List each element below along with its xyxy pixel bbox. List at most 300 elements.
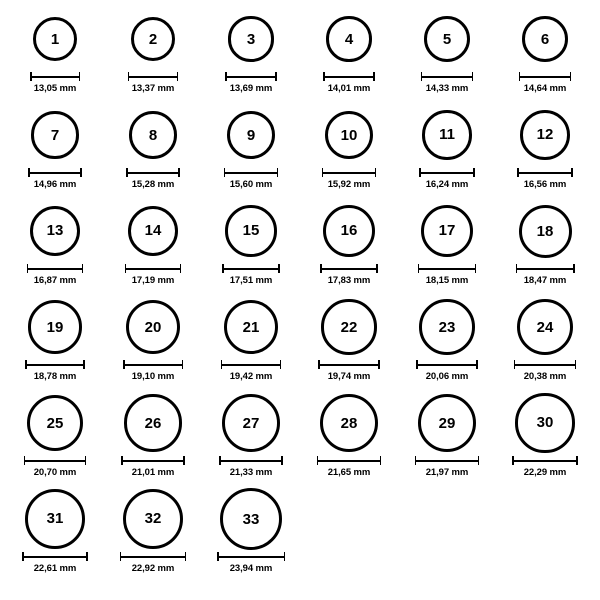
ring-circle (224, 300, 279, 355)
ring-circle-wrapper (203, 8, 299, 70)
diameter-measure-bar (516, 264, 575, 273)
ring-size-number: 32 (144, 510, 162, 528)
ring-size-number: 18 (536, 222, 554, 240)
diameter-measure-bar (519, 72, 572, 81)
measure-tick-right (476, 360, 478, 369)
measure-line (126, 172, 180, 174)
ring-circle (33, 17, 77, 61)
measure-tick-left (416, 360, 418, 369)
diameter-measure-bar (125, 264, 182, 273)
measure-tick-right (378, 360, 380, 369)
ring-circle-wrapper (497, 200, 593, 262)
measure-line (517, 172, 573, 174)
ring-circle-wrapper (105, 8, 201, 70)
ring-size-cell (399, 296, 495, 382)
measure-tick-right (576, 456, 578, 465)
measure-tick-left (217, 552, 219, 561)
ring-size-number: 20 (144, 318, 162, 336)
ring-circle-wrapper (203, 392, 299, 454)
ring-size-number: 31 (46, 510, 64, 528)
ring-size-cell (105, 392, 201, 478)
ring-circle (519, 205, 572, 258)
measure-tick-right (380, 456, 382, 465)
measure-line (225, 76, 276, 78)
ring-circle-wrapper (7, 8, 103, 70)
ring-size-cell (301, 104, 397, 190)
measure-tick-right (284, 552, 286, 561)
measure-line (22, 556, 88, 558)
ring-circle-wrapper (7, 296, 103, 358)
measure-tick-right (177, 72, 179, 81)
ring-circle (326, 16, 372, 62)
ring-circle (222, 394, 280, 452)
measure-line (27, 268, 83, 270)
measure-tick-left (224, 168, 226, 177)
measure-tick-left (415, 456, 417, 465)
ring-circle (520, 110, 570, 160)
ring-circle (424, 16, 470, 62)
diameter-label: 15,92 mm (327, 179, 371, 190)
diameter-label: 17,83 mm (327, 275, 371, 286)
diameter-label: 15,28 mm (131, 179, 175, 190)
diameter-measure-bar (25, 360, 85, 369)
measure-tick-left (320, 264, 322, 273)
measure-line (317, 460, 381, 462)
ring-size-cell (301, 392, 397, 478)
measure-tick-left (123, 360, 125, 369)
measure-line (419, 172, 474, 174)
measure-tick-left (221, 360, 223, 369)
ring-size-number: 22 (340, 318, 358, 336)
measure-tick-right (575, 360, 577, 369)
ring-circle (517, 299, 573, 355)
measure-line (24, 460, 87, 462)
diameter-measure-bar (514, 360, 576, 369)
measure-tick-left (126, 168, 128, 177)
ring-circle-wrapper (7, 488, 103, 550)
ring-size-number: 6 (540, 30, 550, 48)
diameter-measure-bar (225, 72, 276, 81)
ring-size-cell (105, 8, 201, 94)
measure-tick-right (183, 456, 185, 465)
ring-circle (25, 489, 85, 549)
measure-tick-right (178, 168, 180, 177)
ring-circle (325, 111, 374, 160)
diameter-label: 14,96 mm (33, 179, 77, 190)
measure-line (120, 556, 186, 558)
ring-size-number: 14 (144, 222, 162, 240)
ring-circle-wrapper (399, 296, 495, 358)
measure-tick-left (225, 72, 227, 81)
measure-tick-left (25, 360, 27, 369)
ring-size-number: 21 (242, 318, 260, 336)
ring-size-cell (7, 200, 103, 286)
diameter-measure-bar (24, 456, 87, 465)
diameter-label: 23,94 mm (229, 563, 273, 574)
diameter-measure-bar (22, 552, 88, 561)
ring-size-number: 11 (439, 126, 455, 144)
ring-row (6, 104, 594, 200)
measure-tick-right (478, 456, 480, 465)
ring-circle (515, 393, 574, 452)
ring-size-number: 12 (536, 126, 554, 144)
diameter-label: 16,87 mm (33, 275, 77, 286)
diameter-label: 17,51 mm (229, 275, 273, 286)
ring-size-cell (203, 488, 299, 574)
ring-size-number: 19 (46, 318, 64, 336)
ring-circle (30, 206, 80, 256)
diameter-measure-bar (320, 264, 378, 273)
diameter-measure-bar (128, 72, 179, 81)
ring-circle-wrapper (105, 104, 201, 166)
ring-circle (27, 395, 84, 452)
ring-circle-wrapper (399, 104, 495, 166)
ring-circle-wrapper (301, 392, 397, 454)
measure-line (121, 460, 184, 462)
ring-circle (227, 111, 275, 159)
diameter-measure-bar (120, 552, 186, 561)
ring-size-number: 9 (246, 126, 256, 144)
diameter-measure-bar (123, 360, 183, 369)
measure-tick-left (121, 456, 123, 465)
ring-circle-wrapper (105, 296, 201, 358)
diameter-label: 22,29 mm (523, 467, 567, 478)
ring-size-number: 10 (340, 126, 358, 144)
measure-tick-left (519, 72, 521, 81)
ring-size-cell (399, 392, 495, 478)
measure-tick-left (322, 168, 324, 177)
diameter-measure-bar (323, 72, 375, 81)
measure-line (516, 268, 575, 270)
measure-line (415, 460, 480, 462)
ring-size-cell (399, 200, 495, 286)
diameter-measure-bar (126, 168, 180, 177)
diameter-label: 16,24 mm (425, 179, 469, 190)
measure-tick-left (28, 168, 30, 177)
measure-line (28, 172, 81, 174)
diameter-label: 18,47 mm (523, 275, 567, 286)
diameter-label: 18,15 mm (425, 275, 469, 286)
measure-tick-right (373, 72, 375, 81)
diameter-measure-bar (217, 552, 285, 561)
ring-size-cell (399, 104, 495, 190)
measure-tick-right (375, 168, 377, 177)
measure-line (320, 268, 378, 270)
ring-size-number: 5 (442, 30, 452, 48)
ring-circle (129, 111, 177, 159)
ring-size-cell (203, 8, 299, 94)
ring-size-cell (105, 200, 201, 286)
diameter-label: 20,06 mm (425, 371, 469, 382)
diameter-measure-bar (415, 456, 480, 465)
measure-line (318, 364, 379, 366)
diameter-label: 15,60 mm (229, 179, 273, 190)
measure-line (123, 364, 183, 366)
ring-circle (128, 206, 179, 257)
diameter-measure-bar (221, 360, 282, 369)
measure-tick-left (516, 264, 518, 273)
measure-line (512, 460, 577, 462)
ring-circle (419, 299, 475, 355)
ring-circle-wrapper (301, 200, 397, 262)
diameter-measure-bar (222, 264, 279, 273)
measure-tick-left (514, 360, 516, 369)
measure-line (25, 364, 85, 366)
measure-tick-right (180, 264, 182, 273)
diameter-measure-bar (318, 360, 379, 369)
diameter-label: 13,05 mm (33, 83, 77, 94)
measure-line (125, 268, 182, 270)
ring-circle (422, 110, 471, 159)
ring-size-cell (203, 200, 299, 286)
measure-tick-left (24, 456, 26, 465)
diameter-measure-bar (418, 264, 476, 273)
ring-size-number: 1 (50, 30, 60, 48)
measure-tick-left (22, 552, 24, 561)
measure-tick-right (376, 264, 378, 273)
measure-tick-right (473, 168, 475, 177)
diameter-measure-bar (30, 72, 80, 81)
ring-circle (126, 300, 180, 354)
ring-size-cell (301, 8, 397, 94)
diameter-measure-bar (219, 456, 283, 465)
ring-circle-wrapper (105, 200, 201, 262)
measure-line (514, 364, 576, 366)
measure-tick-left (517, 168, 519, 177)
ring-circle (323, 205, 375, 257)
diameter-measure-bar (317, 456, 381, 465)
ring-size-number: 8 (148, 126, 158, 144)
measure-tick-left (222, 264, 224, 273)
diameter-label: 17,19 mm (131, 275, 175, 286)
measure-tick-left (30, 72, 32, 81)
diameter-label: 21,01 mm (131, 467, 175, 478)
ring-circle-wrapper (7, 200, 103, 262)
measure-line (416, 364, 478, 366)
ring-circle (418, 394, 477, 453)
diameter-label: 21,65 mm (327, 467, 371, 478)
ring-size-cell (7, 488, 103, 574)
measure-tick-right (275, 72, 277, 81)
ring-size-number: 2 (148, 30, 158, 48)
measure-tick-right (570, 72, 572, 81)
measure-tick-right (277, 168, 279, 177)
measure-tick-left (421, 72, 423, 81)
ring-row (6, 8, 594, 104)
ring-circle-wrapper (497, 296, 593, 358)
diameter-measure-bar (421, 72, 473, 81)
diameter-label: 20,70 mm (33, 467, 77, 478)
measure-line (322, 172, 377, 174)
ring-size-cell (203, 104, 299, 190)
ring-size-number: 7 (50, 126, 60, 144)
ring-circle-wrapper (301, 296, 397, 358)
ring-size-number: 23 (438, 318, 456, 336)
diameter-measure-bar (419, 168, 474, 177)
ring-size-cell (203, 296, 299, 382)
ring-circle-wrapper (497, 104, 593, 166)
ring-size-number: 13 (46, 222, 64, 240)
ring-circle (31, 111, 78, 158)
ring-circle (522, 16, 569, 63)
ring-circle-wrapper (301, 104, 397, 166)
ring-circle-wrapper (105, 488, 201, 550)
ring-size-cell (105, 104, 201, 190)
ring-circle (220, 488, 282, 550)
diameter-label: 14,33 mm (425, 83, 469, 94)
ring-circle (225, 205, 276, 256)
diameter-measure-bar (224, 168, 278, 177)
ring-size-cell (7, 392, 103, 478)
measure-tick-right (82, 264, 84, 273)
ring-size-cell (105, 296, 201, 382)
measure-tick-right (83, 360, 85, 369)
measure-tick-left (219, 456, 221, 465)
ring-size-number: 17 (438, 222, 456, 240)
ring-circle-wrapper (7, 392, 103, 454)
measure-line (219, 460, 283, 462)
measure-tick-right (278, 264, 280, 273)
measure-tick-right (571, 168, 573, 177)
diameter-label: 21,97 mm (425, 467, 469, 478)
ring-row (6, 200, 594, 296)
diameter-measure-bar (322, 168, 377, 177)
ring-circle-wrapper (203, 296, 299, 358)
ring-size-cell (7, 104, 103, 190)
diameter-measure-bar (517, 168, 573, 177)
measure-line (519, 76, 572, 78)
ring-circle (228, 16, 273, 61)
measure-tick-left (323, 72, 325, 81)
ring-size-cell (497, 392, 593, 478)
measure-tick-right (182, 360, 184, 369)
ring-circle (131, 17, 176, 62)
measure-line (224, 172, 278, 174)
diameter-label: 13,37 mm (131, 83, 175, 94)
diameter-measure-bar (416, 360, 478, 369)
ring-circle (321, 299, 376, 354)
diameter-measure-bar (28, 168, 81, 177)
measure-tick-left (27, 264, 29, 273)
ring-size-number: 29 (438, 414, 456, 432)
ring-circle-wrapper (203, 104, 299, 166)
measure-tick-right (79, 72, 81, 81)
measure-tick-right (86, 552, 88, 561)
ring-circle (421, 205, 473, 257)
measure-tick-left (418, 264, 420, 273)
ring-circle-wrapper (399, 392, 495, 454)
ring-size-number: 30 (536, 414, 554, 432)
ring-circle-wrapper (105, 392, 201, 454)
ring-size-cell (399, 8, 495, 94)
measure-tick-right (281, 456, 283, 465)
diameter-measure-bar (27, 264, 83, 273)
measure-tick-right (85, 456, 87, 465)
measure-tick-right (573, 264, 575, 273)
measure-tick-left (419, 168, 421, 177)
ring-size-cell (7, 8, 103, 94)
ring-circle-wrapper (497, 8, 593, 70)
ring-circle-wrapper (399, 200, 495, 262)
ring-size-cell (105, 488, 201, 574)
diameter-label: 22,92 mm (131, 563, 175, 574)
measure-tick-left (128, 72, 130, 81)
measure-tick-right (280, 360, 282, 369)
ring-row (6, 488, 594, 584)
ring-row (6, 296, 594, 392)
measure-line (30, 76, 80, 78)
measure-line (421, 76, 473, 78)
ring-size-number: 28 (340, 414, 358, 432)
diameter-label: 14,64 mm (523, 83, 567, 94)
measure-tick-left (125, 264, 127, 273)
measure-line (221, 364, 282, 366)
measure-line (128, 76, 179, 78)
ring-circle-wrapper (203, 200, 299, 262)
diameter-label: 14,01 mm (327, 83, 371, 94)
ring-size-cell (7, 296, 103, 382)
measure-tick-left (120, 552, 122, 561)
diameter-label: 19,10 mm (131, 371, 175, 382)
ring-size-number: 27 (242, 414, 260, 432)
diameter-label: 20,38 mm (523, 371, 567, 382)
ring-circle (124, 394, 181, 451)
measure-tick-right (472, 72, 474, 81)
ring-size-number: 15 (242, 222, 260, 240)
measure-tick-right (80, 168, 82, 177)
measure-line (217, 556, 285, 558)
ring-size-number: 16 (340, 222, 358, 240)
diameter-label: 18,78 mm (33, 371, 77, 382)
ring-row (6, 392, 594, 488)
ring-size-number: 25 (46, 414, 64, 432)
measure-line (222, 268, 279, 270)
ring-size-cell (497, 296, 593, 382)
ring-circle (123, 489, 183, 549)
ring-size-number: 33 (242, 510, 260, 528)
diameter-measure-bar (121, 456, 184, 465)
ring-size-number: 24 (536, 318, 554, 336)
measure-tick-right (475, 264, 477, 273)
ring-circle-wrapper (203, 488, 299, 550)
diameter-measure-bar (512, 456, 577, 465)
measure-tick-right (185, 552, 187, 561)
ring-circle (320, 394, 378, 452)
measure-tick-left (317, 456, 319, 465)
ring-circle-wrapper (399, 8, 495, 70)
diameter-label: 21,33 mm (229, 467, 273, 478)
ring-size-number: 26 (144, 414, 162, 432)
diameter-label: 16,56 mm (523, 179, 567, 190)
measure-line (418, 268, 476, 270)
diameter-label: 22,61 mm (33, 563, 77, 574)
ring-size-cell (203, 392, 299, 478)
ring-size-cell (497, 104, 593, 190)
ring-size-number: 4 (344, 30, 354, 48)
diameter-label: 13,69 mm (229, 83, 273, 94)
measure-tick-left (318, 360, 320, 369)
ring-circle-wrapper (7, 104, 103, 166)
ring-size-cell (497, 8, 593, 94)
diameter-label: 19,74 mm (327, 371, 371, 382)
measure-tick-left (512, 456, 514, 465)
measure-line (323, 76, 375, 78)
ring-size-cell (497, 200, 593, 286)
ring-size-cell (301, 296, 397, 382)
ring-circle-wrapper (301, 8, 397, 70)
ring-size-cell (301, 200, 397, 286)
ring-circle-wrapper (497, 392, 593, 454)
